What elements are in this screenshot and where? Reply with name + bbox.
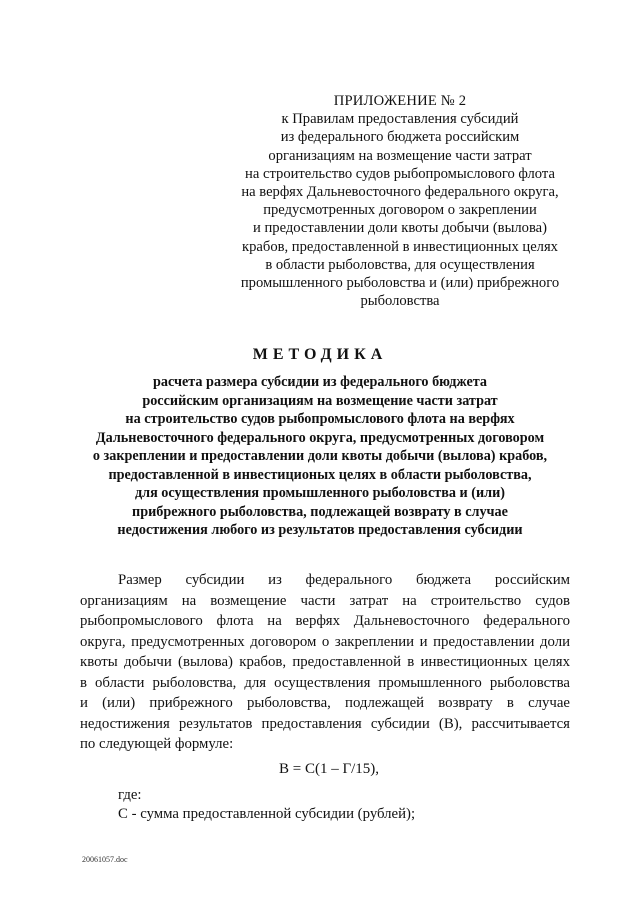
where-label: где: bbox=[118, 787, 142, 803]
appendix-line: организациям на возмещение части затрат bbox=[268, 147, 532, 164]
body-line: и (или) прибрежного рыболовства, подлежащей возврату в случае bbox=[80, 695, 570, 711]
document-title: МЕТОДИКА bbox=[252, 346, 388, 363]
body-line: организациям на возмещение части затрат на строительство судов bbox=[80, 592, 570, 609]
appendix-line: из федерального бюджета российским bbox=[280, 129, 520, 146]
appendix-header bbox=[220, 92, 580, 310]
body-line: недостижения результатов предоставления субсидии (В), рассчитывается bbox=[80, 715, 570, 732]
subtitle-line: Дальневосточного федерального округа, предусмотренных договором bbox=[95, 429, 545, 446]
subtitle-line: прибрежного рыболовства, подлежащей возврату в случае bbox=[132, 503, 508, 520]
body-line: округа, предусмотренных договором о закреплении и предоставлении доли bbox=[80, 633, 570, 650]
formula: В = С(1 – Г/15), bbox=[279, 761, 380, 777]
subtitle-line: о закреплении и предоставлении доли квоты добычи (вылова) крабов, bbox=[92, 448, 548, 464]
document-subtitle bbox=[60, 373, 580, 540]
subtitle-line: для осуществления промышленного рыболовства и (или) bbox=[134, 485, 506, 501]
appendix-line: к Правилам предоставления субсидий bbox=[281, 111, 519, 128]
subtitle-line: недостижения любого из результатов предоставления субсидии bbox=[117, 522, 523, 538]
body-paragraph bbox=[80, 570, 570, 755]
appendix-line: рыболовства bbox=[360, 293, 440, 310]
appendix-title: ПРИЛОЖЕНИЕ № 2 bbox=[333, 93, 467, 109]
body-line: Размер субсидии из федерального бюджета российским bbox=[118, 572, 570, 588]
appendix-line: на строительство судов рыбопромыслового флота bbox=[245, 165, 555, 182]
appendix-line: и предоставлении доли квоты добычи (вылова) bbox=[253, 220, 547, 237]
body-line: по следующей формуле: bbox=[80, 736, 234, 752]
subtitle-line: на строительство судов рыбопромыслового флота на верфях bbox=[125, 411, 515, 427]
body-line: рыбопромыслового флота на верфях Дальневосточного федерального bbox=[80, 613, 570, 629]
body-line: в области рыболовства, для осуществления промышленного рыболовства bbox=[80, 674, 570, 691]
appendix-line: крабов, предоставленной в инвестиционных целях bbox=[242, 238, 558, 255]
subtitle-line: предоставленной в инвестиционых целях в области рыболовства, bbox=[108, 466, 532, 483]
subtitle-line: российским организациям на возмещение части затрат bbox=[142, 392, 498, 409]
appendix-line: на верфях Дальневосточного федерального округа, bbox=[241, 184, 559, 201]
appendix-line: промышленного рыболовства и (или) прибрежного bbox=[240, 275, 560, 292]
body-line: квоты добычи (вылова) крабов, предоставленной в инвестиционных целях bbox=[80, 654, 570, 670]
variable-definition: С - сумма предоставленной субсидии (рублей); bbox=[118, 806, 416, 822]
appendix-line: в области рыболовства, для осуществления bbox=[265, 256, 535, 273]
subtitle-line: расчета размера субсидии из федерального бюджета bbox=[152, 374, 488, 390]
footer-filename: 20061057.doc bbox=[82, 855, 128, 864]
appendix-line: предусмотренных договором о закреплении bbox=[263, 202, 537, 219]
